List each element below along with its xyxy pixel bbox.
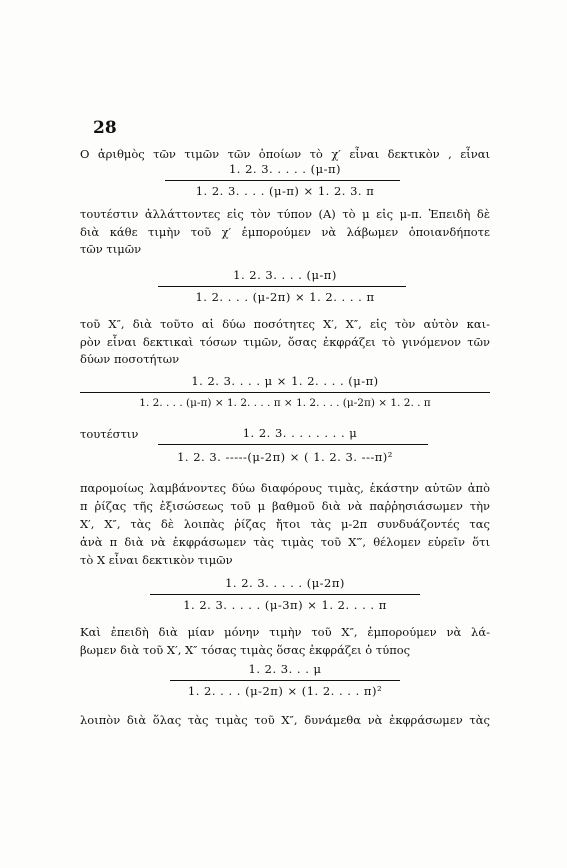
formula-numerator-4: 1. 2. 3. . . . . . . . μ — [242, 426, 358, 440]
text-line-10: π ῥίζας τῆς ἐξισώσεως τοῦ μ βαθμοῦ διὰ νὰ παῤῥησιάσωμεν τὴν — [80, 499, 490, 513]
formula-numerator-3: 1. 2. 3. . . . μ × 1. 2. . . . (μ-π) — [191, 374, 379, 388]
fraction-bar-1 — [165, 180, 400, 181]
formula-denominator-5: 1. 2. 3. . . . . (μ-3π) × 1. 2. . . . π — [183, 598, 387, 612]
text-line-9: παρομοίως λαμβάνοντες δύω διαφόρους τιμὰς, ἑκάστην αὐτῶν ἀπὸ — [80, 481, 490, 495]
formula-denominator-2: 1. 2. . . . (μ-2π) × 1. 2. . . . π — [195, 290, 375, 304]
text-line-6: ρὸν εἶναι δεκτικαὶ τόσων τιμῶν, ὅσας ἐκφράζει τὸ γινόμενον τῶν — [80, 335, 490, 349]
text-line-14: Καὶ ἐπειδὴ διὰ μίαν μόνην τιμὴν τοῦ Χ″, ἐμπορούμεν νὰ λά- — [80, 625, 490, 639]
formula-denominator-4: 1. 2. 3. -----(μ-2π) × ( 1. 2. 3. ---π)² — [177, 450, 393, 464]
formula-numerator-5: 1. 2. 3. . . . . (μ-2π) — [225, 576, 345, 590]
text-line-4: τῶν τιμῶν — [80, 242, 142, 256]
text-line-7: δύων ποσοτήτων — [80, 352, 180, 366]
text-line-16: λοιπὸν διὰ ὅλας τὰς τιμὰς τοῦ Χ″, δυνάμεθα νὰ ἐκφράσωμεν τὰς — [80, 713, 490, 727]
formula-denominator-3: 1. 2. . . . (μ-π) × 1. 2. . . . π × 1. 2. . . . (μ-2π) × 1. 2. . π — [139, 397, 431, 409]
formula-numerator-1: 1. 2. 3. . . . . (μ-π) — [228, 162, 342, 176]
formula-denominator-6: 1. 2. . . . (μ-2π) × (1. 2. . . . π)² — [187, 684, 383, 698]
text-line-1: Ο ἀριθμὸς τῶν τιμῶν τῶν ὁποίων τὸ χ′ εἶναι δεκτικὸν , εἶναι — [80, 147, 490, 161]
formula-numerator-2: 1. 2. 3. . . . (μ-π) — [233, 268, 337, 282]
text-line-11: Χ′, Χ″, τὰς δὲ λοιπὰς ῥίζας ἤτοι τὰς μ-2π συνδυάζοντές τας — [80, 517, 490, 531]
fraction-bar-6 — [170, 680, 400, 681]
text-line-3: διὰ κάθε τιμὴν τοῦ χ′ ἐμπορούμεν νὰ λάβωμεν ὁποιανδήποτε — [80, 225, 490, 239]
formula-numerator-6: 1. 2. 3. . . μ — [248, 662, 322, 676]
text-line-2: τουτέστιν ἀλλάττοντες εἰς τὸν τύπον (Α) τὸ μ εἰς μ-π. Ἐπειδὴ δὲ — [80, 207, 490, 221]
fraction-bar-5 — [150, 594, 420, 595]
text-line-12: ἀνὰ π διὰ νὰ ἐκφράσωμεν τὰς τιμὰς τοῦ Χ‴, θέλομεν εὑρεῖν ὅτι — [80, 535, 490, 549]
fraction-bar-3 — [80, 392, 490, 393]
fraction-bar-4 — [158, 444, 428, 445]
text-line-8: τουτέστιν — [80, 427, 139, 441]
text-line-13: τὸ Χ εἶναι δεκτικὸν τιμῶν — [80, 553, 233, 567]
text-line-15: βωμεν διὰ τοῦ Χ′, Χ″ τόσας τιμὰς ὅσας ἐκφράζει ὁ τύπος — [80, 643, 411, 657]
formula-denominator-1: 1. 2. 3. . . . (μ-π) × 1. 2. 3. π — [195, 184, 375, 198]
text-line-5: τοῦ Χ″, διὰ τοῦτο αἱ δύω ποσότητες Χ′, Χ″, εἰς τὸν αὐτὸν και- — [80, 317, 490, 331]
page-number: 28 — [93, 118, 117, 138]
fraction-bar-2 — [158, 286, 406, 287]
